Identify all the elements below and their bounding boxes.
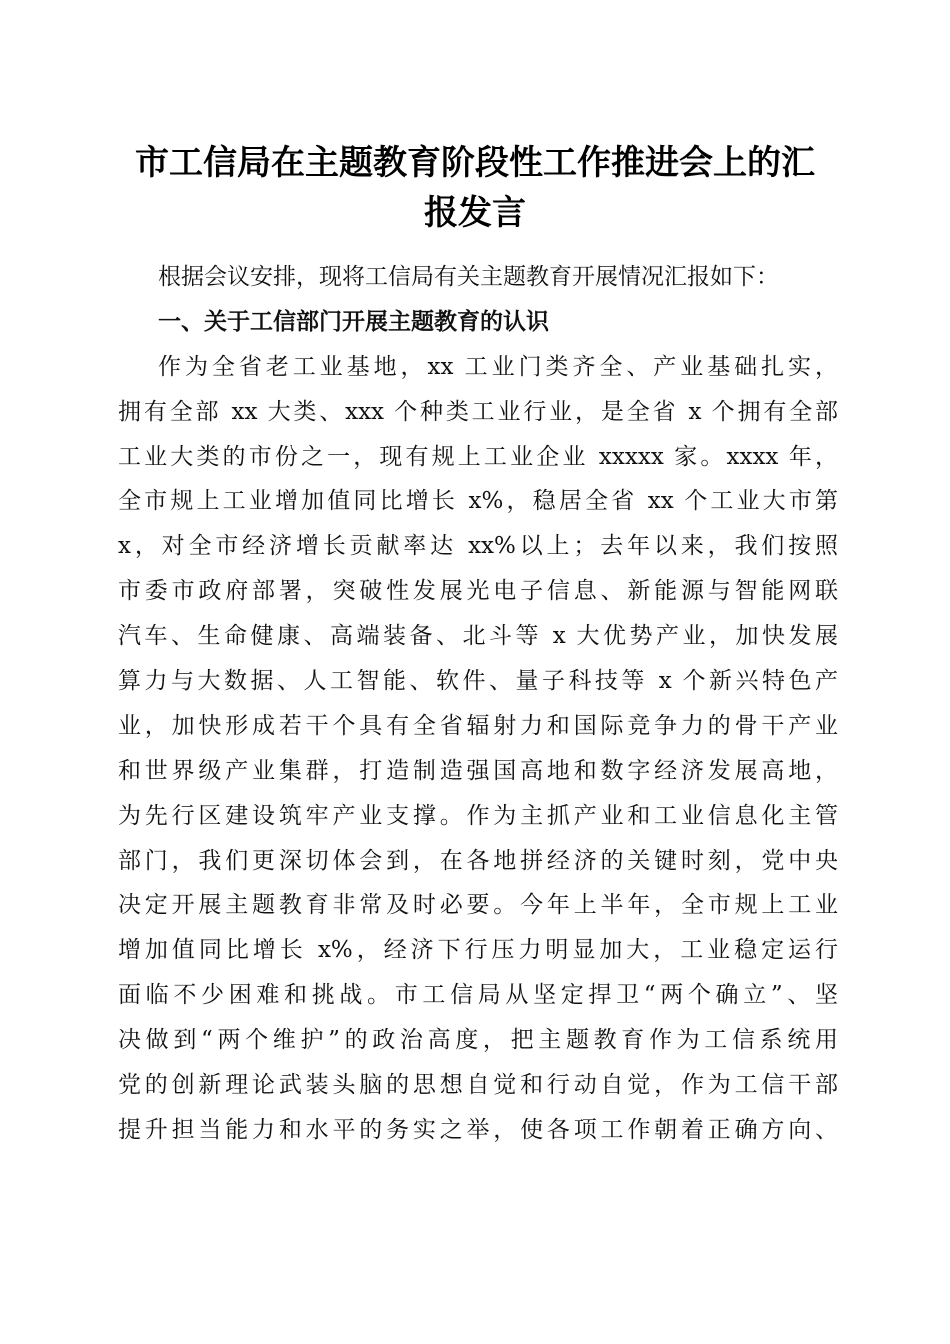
- document-body: [118, 255, 838, 1153]
- paragraph-line: 工业大类的市份之一，现有规上工业企业 xxxxx 家。xxxx 年，: [118, 443, 838, 470]
- paragraph-line: 算力与大数据、人工智能、软件、量子科技等 x 个新兴特色产: [118, 668, 838, 695]
- document-title: [100, 138, 850, 238]
- paragraph-line: 决定开展主题教育非常及时必要。今年上半年，全市规上工业: [118, 892, 838, 919]
- paragraph-line: 拥有全部 xx 大类、xxx 个种类工业行业，是全省 x 个拥有全部: [118, 398, 838, 425]
- paragraph-line: 面临不少困难和挑战。市工信局从坚定捍卫“两个确立”、坚: [118, 982, 838, 1009]
- paragraph-line: 决做到“两个维护”的政治高度，把主题教育作为工信系统用: [118, 1027, 838, 1054]
- paragraph-line: 增加值同比增长 x%，经济下行压力明显加大，工业稳定运行: [118, 937, 838, 964]
- title-line-2: 报发言: [424, 193, 526, 233]
- paragraph-line: 汽车、生命健康、高端装备、北斗等 x 大优势产业，加快发展: [118, 623, 838, 650]
- paragraph-line: 部门，我们更深切体会到，在各地拼经济的关键时刻，党中央: [118, 847, 838, 874]
- paragraph-line: 业，加快形成若干个具有全省辐射力和国际竞争力的骨干产业: [118, 712, 838, 739]
- paragraph-line: 为先行区建设筑牢产业支撑。作为主抓产业和工业信息化主管: [118, 802, 838, 829]
- title-line-1: 市工信局在主题教育阶段性工作推进会上的汇: [135, 143, 815, 183]
- section-heading: 一、关于工信部门开展主题教育的认识: [158, 308, 549, 335]
- intro-paragraph: 根据会议安排，现将工信局有关主题教育开展情况汇报如下：: [158, 264, 779, 290]
- paragraph-line: 作为全省老工业基地，xx 工业门类齐全、产业基础扎实，: [158, 353, 838, 380]
- paragraph-line: 和世界级产业集群，打造制造强国高地和数字经济发展高地，: [118, 757, 838, 784]
- paragraph-line: 党的创新理论武装头脑的思想自觉和行动自觉，作为工信干部: [118, 1072, 838, 1099]
- paragraph-line: 提升担当能力和水平的务实之举，使各项工作朝着正确方向、: [118, 1116, 838, 1143]
- paragraph-line: x，对全市经济增长贡献率达 xx%以上；去年以来，我们按照: [118, 533, 838, 560]
- paragraph-line: 全市规上工业增加值同比增长 x%，稳居全省 xx 个工业大市第: [118, 488, 838, 515]
- paragraph-line: 市委市政府部署，突破性发展光电子信息、新能源与智能网联: [118, 578, 838, 605]
